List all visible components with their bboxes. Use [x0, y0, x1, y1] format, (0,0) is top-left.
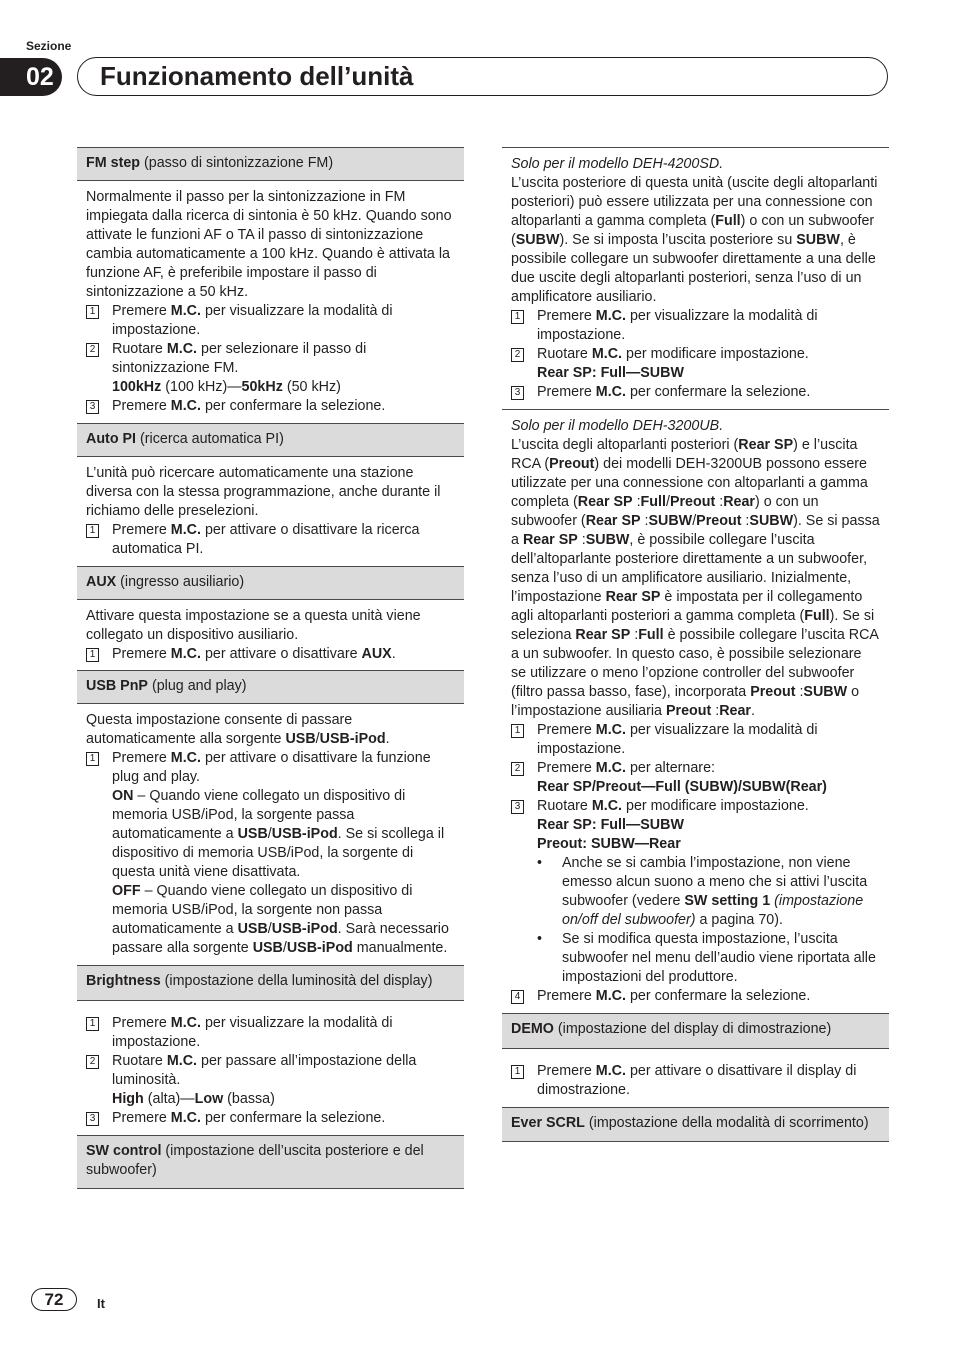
fm-step-3: 3 Premere M.C. per confermare la selezione. — [86, 397, 455, 416]
auto-pi-step-1: 1 Premere M.C. per attivare o disattivare la ricerca automatica PI. — [86, 521, 455, 559]
fm-step-body — [77, 181, 464, 423]
step-number: 4 — [511, 990, 524, 1004]
step-number: 2 — [86, 343, 99, 357]
brightness-options: High (alta)—Low (bassa) — [112, 1091, 275, 1107]
right-column — [502, 147, 889, 1142]
deh3200-options-rear: Rear SP: Full—SUBW — [537, 817, 684, 833]
step-number: 1 — [511, 310, 524, 324]
demo-title: DEMO — [511, 1021, 554, 1037]
bullet-icon: • — [537, 855, 543, 871]
usb-pnp-header: USB PnP (plug and play) — [77, 670, 464, 704]
deh3200-step-4: 4 Premere M.C. per confermare la selezione. — [511, 987, 880, 1006]
bullet-icon: • — [537, 931, 543, 947]
step-number: 3 — [511, 800, 524, 814]
step-number: 3 — [86, 1112, 99, 1126]
deh3200-options-preout: Preout: SUBW—Rear — [537, 836, 681, 852]
step-number: 1 — [511, 1065, 524, 1079]
demo-step-1: 1 Premere M.C. per attivare o disattivare il display di dimostrazione. — [511, 1062, 880, 1100]
brightness-body — [77, 1001, 464, 1135]
demo-header: DEMO (impostazione del display di dimostrazione) — [502, 1013, 889, 1049]
ever-scrl-header: Ever SCRL (impostazione della modalità di scorrimento) — [502, 1107, 889, 1142]
deh3200-step-2: 2 Premere M.C. per alternare: — [511, 759, 880, 778]
fm-step-2: 2 Ruotare M.C. per selezionare il passo di sintonizzazione FM. — [86, 340, 455, 378]
step-number: 2 — [511, 348, 524, 362]
deh3200-note-1: • Anche se si cambia l’impostazione, non viene emesso alcun suono a meno che si attivi l’uscita subwoofer (vedere SW setting 1 (impostazione on/off del subwoofer) a pagina 70). — [537, 855, 868, 928]
usb-pnp-step-1: 1 Premere M.C. per attivare o disattivare la funzione plug and play. — [86, 749, 455, 787]
deh4200-step-2: 2 Ruotare M.C. per modificare impostazione. — [511, 345, 880, 364]
page-title: Funzionamento dell’unità — [100, 61, 414, 91]
fm-step-title: FM step — [86, 155, 141, 171]
aux-step-1: 1 Premere M.C. per attivare o disattivare AUX. — [86, 645, 455, 664]
auto-pi-intro: L’unità può ricercare automaticamente una stazione diversa con la stessa programmazione, anche durante il richiamo delle preselezioni. — [86, 465, 441, 519]
deh3200-step-1: 1 Premere M.C. per visualizzare la modalità di impostazione. — [511, 721, 880, 759]
deh4200-options: Rear SP: Full—SUBW — [537, 365, 684, 381]
fm-step-options: 100kHz (100 kHz)—50kHz (50 kHz) — [112, 379, 341, 395]
section-label: Sezione — [26, 39, 72, 53]
sw-control-title: SW control — [86, 1143, 162, 1159]
section-number-badge: 02 — [0, 58, 62, 96]
ever-scrl-title: Ever SCRL — [511, 1115, 585, 1131]
language-label: It — [97, 1296, 105, 1311]
aux-header: AUX (ingresso ausiliario) — [77, 566, 464, 600]
usb-pnp-intro: Questa impostazione consente di passare automaticamente alla sorgente USB/USB-iPod. — [86, 712, 390, 747]
deh3200-body — [502, 410, 889, 1013]
deh4200-intro: L’uscita posteriore di questa unità (uscite degli altoparlanti posteriori) può essere utilizzata per una connessione con altoparlanti a gamma completa (Full) o con un subwoofer (SUBW). Se si imposta l’uscita posteriore su SUBW, è possibile collegare un subwoofer direttamente a una delle due uscite degli altoparlanti posteriori, senza l’uso di un amplificatore ausiliario. — [511, 175, 878, 305]
left-column — [77, 147, 464, 1189]
brightness-step-2: 2 Ruotare M.C. per passare all’impostazione della luminosità. — [86, 1052, 455, 1090]
page-number: 72 — [31, 1288, 77, 1311]
fm-step-intro: Normalmente il passo per la sintonizzazione in FM impiegata dalla ricerca di sintonia è 50 kHz. Quando sono attivate le funzioni AF o TA il passo di sintonizzazione cambia automaticamente a 100 kHz. Quando è attivata la funzione AF, è preferibile impostare il passo di sintonizzazione a 50 kHz. — [86, 189, 452, 300]
sw-control-header: SW control (impostazione dell’uscita posteriore e del subwoofer) — [77, 1135, 464, 1189]
aux-title: AUX — [86, 574, 117, 590]
step-number: 2 — [86, 1055, 99, 1069]
step-number: 2 — [511, 762, 524, 776]
step-number: 1 — [86, 1017, 99, 1031]
deh4200-body — [502, 148, 889, 409]
deh3200-intro: L’uscita degli altoparlanti posteriori (Rear SP) e l’uscita RCA (Preout) dei modelli DEH-3200UB possono essere utilizzate per una connessione con altoparlanti a gamma completa (Rear SP :Full/Preout :Rear) o con un subwoofer (Rear SP :SUBW/Preout :SUBW). Se si passa a Rear SP :SUBW, è possibile collegare l’uscita dell’altoparlante posteriore direttamente a un subwoofer, senza l’uso di un amplificatore ausiliario. Inizialmente, l’impostazione Rear SP è impostata per il collegamento agli altoparlanti posteriori a gamma completa (Full). Se si seleziona Rear SP :Full è possibile collegare l’uscita RCA a un subwoofer. In questo caso, è possibile selezionare se utilizzare o meno l’opzione controller del subwoofer (filtro passa basso, fase), incorporata Preout :SUBW o l’impostazione ausiliaria Preout :Rear. — [511, 437, 880, 719]
deh3200-note-2: • Se si modifica questa impostazione, l’uscita subwoofer nel menu dell’audio viene riportata alle impostazioni del produttore. — [537, 931, 876, 985]
brightness-header: Brightness (impostazione della luminosità del display) — [77, 965, 464, 1001]
usb-pnp-title: USB PnP — [86, 678, 148, 694]
brightness-step-3: 3 Premere M.C. per confermare la selezione. — [86, 1109, 455, 1128]
usb-pnp-on-option: ON – Quando viene collegato un dispositivo di memoria USB/iPod, la sorgente passa automaticamente a USB/USB-iPod. Se si scollega il dispositivo di memoria USB/iPod, la sorgente di questa unità viene disattivata. — [112, 788, 445, 880]
deh4200-step-1: 1 Premere M.C. per visualizzare la modalità di impostazione. — [511, 307, 880, 345]
deh4200-model-note: Solo per il modello DEH-4200SD. — [511, 156, 724, 172]
brightness-title: Brightness — [86, 973, 161, 989]
fm-step-1: 1 Premere M.C. per visualizzare la modalità di impostazione. — [86, 302, 455, 340]
aux-body — [77, 600, 464, 670]
aux-intro: Attivare questa impostazione se a questa unità viene collegato un dispositivo ausiliario. — [86, 608, 421, 643]
demo-body — [502, 1049, 889, 1107]
step-number: 1 — [86, 524, 99, 538]
auto-pi-body — [77, 457, 464, 566]
step-number: 3 — [86, 400, 99, 414]
usb-pnp-body — [77, 704, 464, 965]
usb-pnp-off-option: OFF – Quando viene collegato un dispositivo di memoria USB/iPod, la sorgente non passa automaticamente a USB/USB-iPod. Sarà necessario passare alla sorgente USB/USB-iPod manualmente. — [112, 883, 449, 956]
deh3200-step-3: 3 Ruotare M.C. per modificare impostazione. — [511, 797, 880, 816]
deh4200-step-3: 3 Premere M.C. per confermare la selezione. — [511, 383, 880, 402]
step-number: 1 — [86, 648, 99, 662]
step-number: 1 — [86, 752, 99, 766]
fm-step-header — [77, 147, 464, 181]
step-number: 3 — [511, 386, 524, 400]
fm-step-subtitle: (passo di sintonizzazione FM) — [140, 155, 334, 171]
brightness-step-1: 1 Premere M.C. per visualizzare la modalità di impostazione. — [86, 1014, 455, 1052]
deh3200-options-toggle: Rear SP/Preout—Full (SUBW)/SUBW(Rear) — [537, 779, 827, 795]
deh3200-model-note: Solo per il modello DEH-3200UB. — [511, 418, 724, 434]
step-number: 1 — [86, 305, 99, 319]
auto-pi-title: Auto PI — [86, 431, 137, 447]
step-number: 1 — [511, 724, 524, 738]
auto-pi-header: Auto PI (ricerca automatica PI) — [77, 423, 464, 457]
